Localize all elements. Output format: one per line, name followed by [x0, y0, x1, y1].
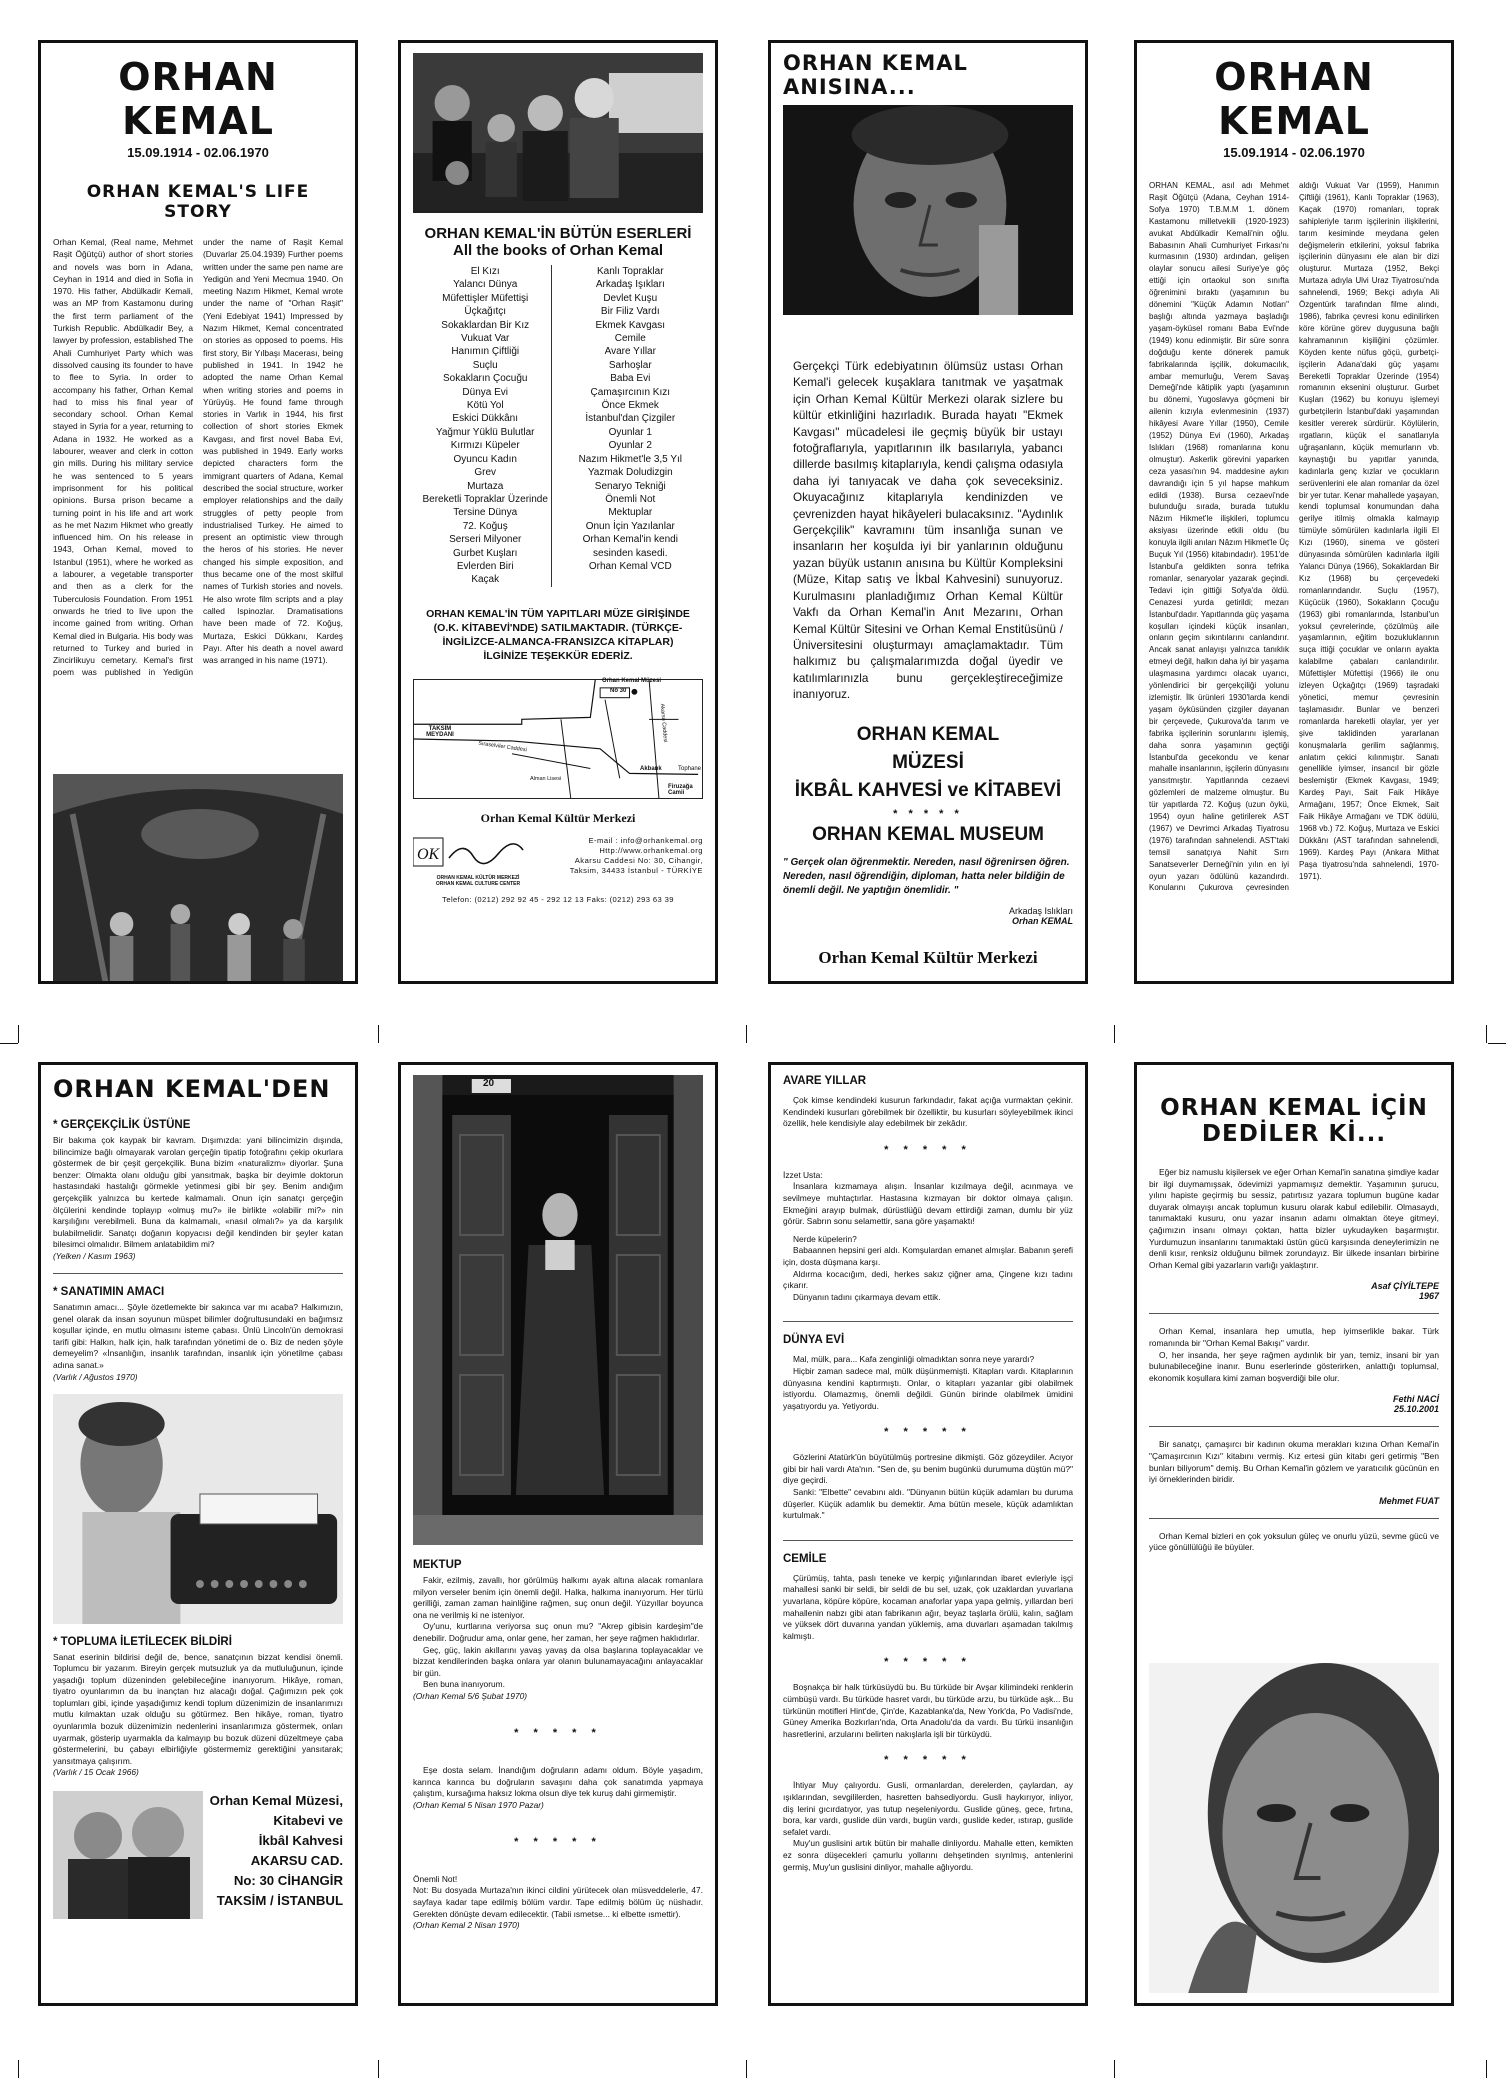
panel-letter	[398, 1062, 718, 2006]
closeup-portrait-photo	[1149, 1663, 1439, 1993]
page-title: ORHAN KEMAL	[118, 55, 278, 143]
books-heading-tr: ORHAN KEMAL'İN BÜTÜN ESERLERİ	[424, 225, 692, 242]
museum-title-3: İKBÂL KAHVESİ ve KİTABEVİ	[794, 779, 1062, 801]
crop-mark	[378, 2060, 379, 2078]
map-label-no: No 30	[610, 687, 627, 694]
section-heading: MEKTUP	[413, 1559, 462, 1571]
book-title: Tersine Dünya	[453, 507, 518, 519]
book-title: Önemli Not	[605, 493, 656, 505]
book-title: Yalancı Dünya	[453, 279, 518, 291]
divider	[1149, 1518, 1439, 1519]
section-text: Bir bakıma çok kaypak bir kavram. Dışımızda: yani bilincimizin dışında, bilincimize bağlı olmayarak varolan gerçeğin tipatip fotoğrafını çekip okurlara göstermek de bir çeşit gerçekçilik. Buna bizim «naturalizm» diyorlar. Şuna benzer: Olmakta olanı olduğu gibi yansıtmak, başka bir deyimle doktorun hastasındaki hastalığı görmekle yetinmesi gibi bir şey. Benim andığım gerçekçilik yalnızca bu kertede kalmamalı. Onun için sanatçı gerçeğin ölçülerini kendinde toplayıp «olmuş mu?» ile birlikte «olabilir mi?» nin karşılığını verebilmeli. Buna da kalmamalı, «nasıl olmalı?» ya da karşılık bulabilmelidir. Sanatçı doğanın kopyacısı değil kendinden bir şeyler katan bilesimci olmalıdır. Bilmem anlatabildim mi?	[53, 1135, 343, 1250]
museum-title-en: ORHAN KEMAL MUSEUM	[812, 823, 1044, 845]
divider	[53, 1273, 343, 1274]
location-map	[413, 679, 703, 799]
quote-author: Asaf ÇİYİLTEPE	[1371, 1281, 1439, 1292]
market-photo	[53, 774, 343, 984]
stars-divider: * * * * *	[884, 1754, 972, 1767]
excerpt-text: Sanki: "Elbette" cevabını aldı. "Dünyanın bütün küçük adamları bu duruma düşerler. Küçük adamlık bu demektir. Ama bütün mesele, küçük adamlıktan kurtulmak."	[783, 1487, 1073, 1521]
map-label-firuzaga: Firuzağa Camii	[668, 783, 693, 796]
book-title: Gurbet Kuşları	[452, 547, 518, 559]
section-text: Sanatımın amacı... Şöyle özetlemekte bir sakınca var mı acaba? Halkımızın, genel olarak da insan soyunun müspet bilimler doğrultusundaki en bağımsız koşullar içinde, en mutlu olmasını isteme çabası. Ünlü Lincoln'ün demokrasi tarifi gibi: Halkın, halk için, halk tarafından yönetimi de o. Biz de neden şöyle demeyelim? «İnsanlığın, insanlık tarafından, insanlık için yönetilme çabası adına sanat.»	[53, 1301, 343, 1370]
museum-address-line: TAKSİM / İSTANBUL	[216, 1893, 343, 1909]
two-men-photo	[53, 1791, 203, 1919]
quote-source: Arkadaş Islıkları	[1008, 905, 1073, 916]
excerpt-text: Muy'un guslisini artık bütün bir mahalle dinliyordu. Mahalle etten, kemikten ez sonra düşecekleri çamurlu yollarını dehşetinden sıyrılmış, antenlerini germiş, Muy'un guslisini dinliyor, mahalle ağlıyordu.	[783, 1838, 1073, 1872]
contact-block	[413, 836, 703, 887]
section-heading: * SANATIMIN AMACI	[53, 1285, 165, 1298]
museum-address-line: Kitabevi ve	[273, 1813, 343, 1829]
excerpt-text: Mal, mülk, para... Kafa zenginliği olmadıktan sonra neye yarardı?	[793, 1354, 1035, 1365]
crop-mark	[1486, 1025, 1487, 1043]
excerpt-text: Gözlerini Atatürk'ün büyütülmüş portresine dikmişti. Göz gözeydiler. Acıyor gibi bir hali vardı Ata'nın. "Sen de, şu benim bugünkü durumuma düştün mü?" diye geçirdi.	[783, 1452, 1073, 1486]
logo-subtitle-en: ORHAN KEMAL CULTURE CENTER	[435, 880, 521, 887]
quote-author: Mehmet FUAT	[1379, 1495, 1439, 1506]
book-title: Nazım Hikmet'le 3,5 Yıl	[578, 453, 682, 465]
book-title: Kaçak	[471, 574, 500, 586]
book-title: Cemile	[614, 333, 646, 345]
map-label-school: Alman Lisesi	[530, 775, 562, 782]
svg-text:OK: OK	[417, 845, 440, 863]
life-story-text: Orhan Kemal, (Real name, Mehmet Raşit Öğütçü) author of short stories and novels was born in Adana, Ceyhan in 1914 and died in Sofia in 1970. His father, Abdülkadir Kemali, was an MP from Kastamonu during the first term parliament of the Turkish Republic. Abdülkadir Bey, a lawyer by profession, established The Ahali Cumhuriyet Party which was dissolved causing its founder to have to flee to Syria. In order to accompany his father, Orhan Kemal had to miss his final year of secondary school. Orhan Kemal stayed in Syria for a year, returning to Adana in 1932. He worked as a labourer, weaver and clerk in cotton gin mills. During his military service he was sentenced to 5 years imprisonment for his political opinions. Bursa prison became a turning point in his life and art work as he met Nazım Hikmet who greatly influenced him. On his release in 1943, Orhan Kemal, moved to Istanbul (1951), where he worked as a labourer, a vegetable transporter and then as a clerk for the Tuberculosis Foundation. From 1951 onwards he tried to live upon the income gained from writing. Orhan Kemal died in Bulgaria. His body was returned to Turkey and buried in Zincirlikuyu cemetary. Kemal's first poem was published in Yedigün under the name of Raşit Kemal (Duvarlar 25.04.1939) Further poems written under the same pen name are Yedigün and Yeni Mecmua 1940. On meeting Nazım Hikmet, Kemal wrote under the name of "Orhan Raşit" (Yeni Edebiyat 1941) Impressed by Nazım Hikmet, Kemal concentrated on stories as opposed to poems. His first story, Bir Yılbaşı Macerası, being published in 1941. In 1942 he adopted the name Orhan Kemal when writing stories and poems in Yürüyüş. He found fame through stories in Varlık in 1944, his first collection of short stories Ekmek Kavgası, and first novel Baba Evi, was published in 1949. Early works depicted characters form the immigrant quarters of Adana, Kemal described the social structure, worker employer relationships and the daily struggles of petty people from industrialised Turkey. He aimed to present an optimistic view through the heros of his stories. He never changed his simple exposition, and thus became one of the most skilful names of Turkish stories and novels. He also wrote film scripts and a play called Ispinozlar. Dramatisations have been made of 72. Koğuş, Murtaza, Eskici Dükkanı, Kardeş Payı. After his death a novel award was arranged in his name (1971).	[53, 237, 343, 678]
book-title: Sarhoşlar	[608, 359, 652, 371]
book-title: Yağmur Yüklü Bulutlar	[435, 426, 535, 438]
citation: (Varlık / 15 Ocak 1966)	[53, 1767, 139, 1778]
book-title: Serseri Milyoner	[449, 534, 522, 546]
quote-year: 25.10.2001	[1393, 1404, 1439, 1415]
book-title: Suçlu	[472, 359, 498, 371]
center-logo	[413, 836, 543, 887]
phone-line: Telefon: (0212) 292 92 45 - 292 12 13 Faks: (0212) 293 63 39	[442, 894, 674, 904]
biography-text: ORHAN KEMAL, asıl adı Mehmet Raşit Öğütçü (Adana, Ceyhan 1914-Sofya 1970) T.B.M.M 1. dönem Kastamonu milletvekili (1920-1923) avukat Abdülkadir Kemali'nin oğlu. Babasının Ahali Cumhuriyet Fırkası'nı kurmasının (1930) ardından, gelişen olaylar sonucu ailesi Suriye'ye göç ettiği için ortaokul son sınıfta öğrenimini bıraktı (yaşamının bu dönemini "Küçük Adamın Notları" başlığı altında yazmaya başladığı yaşam-öyküsel romanı Baba Evi'nde (1949) konu edinmiştir. Bir süre sonra doğduğu kente dönerek pamuk fabrikalarında işçilik, dokumacılık, ambar memurluğu, Verem Savaş Derneği'nde kâtiplik yaptı (yaşamının bu dönemi, Yugoslavya göçmeni bir ailenin kızıyla evlenmesinin (1937) hikâyesi Avare Yıllar (1950), Cemile (1952) Dünya Evi (1960), Arkadaş Islıkları (1968) romanlarına konu olmuştur). Askerlik görevini yaparken ceza yasası'nın 94. maddesine aykırı davrandığı için 5 yıl hapse mahkum edildi (1938). Bursa cezaevi'nde bulunduğu sırada, burada tutuklu Nâzım Hikmet'le ilişkileri, toplumcu aksiyası üzerinde etkili oldu (bu konuyla ilgili anıları Nâzım Hikmet'le Üç Buçuk Yıl (1956) kitabındadır). 1951'de İstanbul'a geldikten sonra tefrika romanlar, senaryolar yazarak geçindi. Tedavi için gittiği Sofya'da öldü. Cenazesi yurda getirildi; mezarı İstanbul'dadır. Yapıtlarında güç yaşama koşulları içindeki küçük insanları, onların geçim sıkıntılarını canlandırır. Ancak sanat anlayışı yalnızca tanıklık etmeyi değil, halkın daha iyi bir yaşama ulaşmasına yardımcı olacak uyarıcı, yönlendirici bir gerçekçiliği yolunu izlemiştir. İlk ürünleri 1930'larda kendi yaşam öyküsünden çizgiler dayanan bir çerçevede, Çukurova'da tarım ve fabrika işçilerinin sorunlarını işlemiş, daha sonra yaşamının geçtiği İstanbul'da gecekondu ve kenar mahalle insanlarının, işçilerin dünyasını yansıtmıştır. Yapıtlarında cezaevi gözlemleri de malzeme olmuştur. Bu tür yapıtlarda 72. Koğuş (uzun öykü, 1954) oyun haline getirilerek AST (1967) ve Devrimci Arkadaş Tiyatrosu (1976) tarafından sahnelendi. AST'taki temsil sanatçıya Nahit Sırrı Sanatseverler Derneği'nin yılın en iyi oyun yazarı ödülünü kazandırdı. Konularını Çukurova çevresinden aldığı Vukuat Var (1959), Hanımın Çiftliği (1961), Kanlı Topraklar (1963), Kaçak (1970) romanları, toprak sahipleriyle tarım işçilerinin ilişkilerini, tarım kesiminde meydana gelen değişmelerin etkilerini, yoksul fabrika işçilerinin dünyasını ele alan bir dizi oluşturur. Murtaza (1952, Bekçi Murtaza adıyla Ulvi Uraz Tiyatrosu'nda sahnelendi, 1969; Bekçi adıyla Ali Özgentürk tarafından filme alındı, 1986), fabrika çevresi konu edinilirken köre körüne görev duygusuna bağlı kahramanının kişiliğini çözümler. Köyden kente nüfus göçü, gurbetçi-işçilerin Adana'daki güç yaşamı Bereketli Topraklar Üzerinde (1954) romanının eksenini oluşturur. Gurbet Kuşları (1962) bu konuyu işlemeyi gurbetçilerin İstanbul'daki yaşamından kesitler vererek sürdürür. Köylülerin, ırgatların, küçük el sanatlarıyla uğraşanların, küçük memurların vb. kaynaştığı bu yapıtlar yanında, kadınlarla genç kızlar ve çocukların serüvenlerini ele alan romanlar da özel bir yer tutar. Kenar mahallede yaşayan, kendi toplumsal konumundan daha gerilye itilmiş olmakla kalmayıp tümüyle sömürülen kadınlarla ilgili El Kızı (1960), sinema ve gösteri dünyasında sömürülen kadınlarla ilgili Yalancı Dünya (1966), Sokaklardan Bir Kız (1968) bu çerçevedeki romanlarındandır. Suçlu (1957), Küçücük (1960), Sokakların Çocuğu (1963) gibi romanlarında, İstanbul'un yoksul çevrelerinde, çözülmüş aile yaşamlarının, eğitim bozukluklarının suça ittiği çocuklar ve onların ayakta kalabilme çabaları canlandırılır. Müfettişler Müfettişi (1966) ile onu izleyen Üçkağıtçı (1969) taşradaki yönetici, memur çevresinin taşlamasıdır. Bunlar ve benzeri romanlarda hareketli olaylar, yer yer şive taklidinden yararlanan konuşmalarla gerilim sağlanmış, anlatım çekici kılınmıştır. Sanatı genellikle iyimser, insancıl bir gözle beslemiştir (Ekmek Kavgası, 1949; Kardeş Payı, Sait Faik Hikâye Armağanı, 1957; Önce Ekmek, Sait Faik Hikâye Armağanı ve TDK ödülü, 1968 vb.) 72. Koğuş, Murtaza ve Eskici Dükkânı (AST tarafından sahnelendi, 1969). Kardeş Payı (Ankara Mithat Paşa tiyatrosu'nda sahnelendi, 1970-1971).	[1149, 181, 1439, 893]
map-label-street2: Akarsu Caddesi	[658, 703, 669, 743]
quote-text: Orhan Kemal, insanlara hep umutla, hep iyimserlikle bakar. Türk romanında bir "Orhan Kemal Bakışı" vardır.	[1149, 1326, 1439, 1348]
excerpt-text: Çürümüş, tahta, paslı teneke ve kerpiç yığınlarından ibaret evleriyle işçi mahallesi sanki bir seldi, bir seldi de bu sel, uzak, çok uzaklardan yuvarlana yuvarlana, köpüre köpüre, kocaman anaforlar yapa yapa gelmiş, yıllardan beri mahallenin nabzı gibi atan fabrikanın ağır, beyaz taşlarla örülü, kalın, sağlam ve yüksek dört duvarına yandan yüklemiş, ama duvarları aşamadan takılmış kalmıştı.	[783, 1572, 1073, 1641]
excerpt-text: İnsanlara kızmamaya alışın. İnsanlar kızılmaya değil, acınmaya ve sevilmeye muhtaçtırlar. Hastasına kızmayan bir doktor olmaya çalışın. Ekmeğini arayıp bulmak, dürüstlüğü devam ettirdiği zaman, dumlu bir yüz görür. Sabrın sonu selamettir, sana göre yaşamaktı!	[783, 1181, 1073, 1227]
letter-text: Oy'unu, kurtlarına veriyorsa suç onun mu? "Akrep gibisin kardeşim"de denebilir. Doğrudur ama, onlar gene, her zaman, her şeye rağmen haklıdırlar.	[413, 1621, 703, 1643]
section-heading: AVARE YILLAR	[783, 1075, 867, 1087]
excerpt-text: Babaannen hepsini geri aldı. Komşulardan emanet almışlar. Babanın şerefi için, dosta düşmana karşı.	[783, 1245, 1073, 1267]
citation: (Orhan Kemal 5 Nisan 1970 Pazar)	[413, 1799, 544, 1810]
citation: (Yelken / Kasım 1963)	[53, 1250, 136, 1261]
book-title: Hanımın Çiftliği	[451, 346, 520, 358]
book-title: İstanbul'dan Çizgiler	[585, 413, 676, 425]
section-title: ORHAN KEMAL'S LIFE STORY	[86, 182, 310, 222]
excerpt-text: Çok kimse kendindeki kusurun farkındadır, fakat açığa vurmaktan çekinir. Kendindeki kusurları görebilmek bir özelliktir, bu kusurları söyleyebilmek ikinci özellik, hele kendisiyle alay edebilmek bir zekâdır.	[783, 1095, 1073, 1129]
quote-text: O, her insanda, her şeye rağmen aydınlık bir yan, temiz, insani bir yan bulunabileceğine inanır. Bunu eserlerinde gösterirken, anlattığı toplumsal, ekonomik koşullara kimi zaman boşverdiği bile olur.	[1149, 1349, 1439, 1383]
museum-title-2: MÜZESİ	[892, 751, 964, 773]
book-title: Üçkağıtçı	[464, 306, 507, 318]
crop-mark	[746, 2060, 747, 2078]
panel-excerpts	[768, 1062, 1088, 2006]
stars-divider: * * * * *	[884, 1143, 972, 1156]
map-label-tophane: Tophane	[678, 765, 702, 772]
crop-mark	[0, 1043, 18, 1044]
museum-address-line: No: 30 CİHANGİR	[233, 1873, 343, 1889]
letter-text: Ben buna inanıyorum.	[423, 1679, 505, 1690]
quote-author: Fethi NACİ	[1393, 1394, 1439, 1405]
museum-address	[203, 1791, 343, 1919]
book-title: Bir Filiz Vardı	[600, 306, 660, 318]
section-heading: DÜNYA EVİ	[783, 1334, 845, 1347]
note-text: Not: Bu dosyada Murtaza'nın ikinci cildini yürütecek olan müsveddelerle, 47. sayfaya kadar tape edilmiş bölüm vardır. Tape edilmiş bölüm üç nüshadır. Gerekten dönüşte devam edilecektir. (Tabii ısmetse... ki elbette ısmettir).	[413, 1885, 703, 1919]
books-list	[413, 265, 703, 587]
portrait-photo	[783, 105, 1073, 315]
book-title: Önce Ekmek	[601, 400, 659, 412]
excerpt-text: Aldırma kocacığım, dedi, herkes sakız çiğner ama, Çingene kızı tadını çıkarır.	[783, 1268, 1073, 1291]
book-title: Grev	[474, 467, 497, 479]
stars-divider: * * * * *	[884, 1656, 972, 1669]
book-title: Oyunlar 2	[608, 440, 652, 452]
map-label-museum: Orhan Kemal Müzesi	[602, 677, 662, 684]
book-title: Oyunlar 1	[608, 426, 652, 438]
quote: " Gerçek olan öğrenmektir. Nereden, nasıl öğrenirsen öğren. Nereden, nasıl öğrendiğin, diploman, hatta neler bildiğin de önemli değil. Ne yaptığın önemlidir. "	[783, 856, 1070, 896]
letter-text: Fakir, ezilmiş, zavallı, hor görülmüş halkımı ayak altına alacak romanlara milyon verseler benim için önemli değil. Halka, halkıma inanıyorum. Her türlü gerilliği, zaman zaman hainliğine rağmen, suç onun değil. Yüzyıllar boyunca ona ne verilmiş ki ne isteniyor.	[413, 1575, 703, 1620]
citation: (Orhan Kemal 5/6 Şubat 1970)	[413, 1690, 528, 1701]
book-title: Senaryo Tekniği	[594, 480, 666, 492]
book-title: Orhan Kemal VCD	[588, 560, 672, 572]
lifespan-dates: 15.09.1914 - 02.06.1970	[127, 145, 269, 160]
doorway-photo	[413, 1075, 703, 1545]
stars-divider: * * * * *	[514, 1726, 602, 1739]
book-title: Devlet Kuşu	[603, 292, 658, 304]
panel-they-said	[1134, 1062, 1454, 2006]
quote-author: Orhan KEMAL	[1011, 915, 1073, 926]
section-heading: * GERÇEKÇİLİK ÜSTÜNE	[53, 1119, 191, 1131]
book-title: Sokakların Çocuğu	[442, 373, 528, 385]
museum-address-line: AKARSU CAD.	[250, 1853, 343, 1869]
book-title: sesinden kasedi.	[593, 547, 668, 559]
logo-subtitle: ORHAN KEMAL KÜLTÜR MERKEZİ	[436, 874, 520, 881]
crop-mark	[18, 1025, 19, 1043]
book-title: Ekmek Kavgası	[595, 319, 666, 331]
divider	[1149, 1426, 1439, 1427]
map-label-street: Sıraselviler Caddesi	[477, 740, 528, 754]
book-title: Dünya Evi	[462, 386, 508, 398]
excerpt-text: Dünyanın tadını çıkarmaya devam ettik.	[793, 1291, 941, 1302]
quote-text: Orhan Kemal bizleri en çok yoksulun güleç ve onurlu yüzü, sevme gücü ve yüce gönüllülüğü ile büyüler.	[1149, 1530, 1439, 1553]
divider	[783, 1540, 1073, 1541]
crop-mark	[746, 1025, 747, 1043]
letter-text: Eşe dosta selam. İnandığım doğruların adamı oldum. Böyle yaşadım, karınca karınca bu doğruların savaşını daha çok sanatımda yapmaya çalıştım, kursağıma haksız lokma olsun diye tek kuruş dahi girmemiştir.	[413, 1764, 703, 1799]
excerpt-text: Hiçbir zaman sadece mal, mülk düşünmemişti. Kitapları vardı. Kitaplarının dünyasına kendini kaptırmıştı. Onlar, o kitapları yazanlar gibi olabilmek istiyordu. Olamazmış, önemli değildi. Günün birinde olabilmek ümidini yaşatıyordu ya. Yetiyordu.	[783, 1365, 1073, 1411]
typewriter-photo	[53, 1394, 343, 1624]
stars-divider: * * * * *	[884, 1426, 972, 1439]
book-title: Baba Evi	[610, 373, 651, 385]
crop-mark	[1114, 2060, 1115, 2078]
books-list-right	[564, 265, 697, 587]
book-title: 72. Koğuş	[462, 520, 508, 532]
book-title: Vukuat Var	[461, 333, 510, 345]
book-title: Çamaşırcının Kızı	[590, 386, 671, 398]
quote-year: 1967	[1418, 1291, 1439, 1302]
book-title: Orhan Kemal'in kendi	[582, 534, 678, 546]
book-title: Oyuncu Kadın	[453, 453, 517, 465]
crop-mark	[1114, 1025, 1115, 1043]
citation: (Varlık / Ağustos 1970)	[53, 1371, 138, 1382]
excerpt-text: İzzet Usta:	[783, 1169, 823, 1180]
panel-all-books	[398, 40, 718, 984]
book-title: Evlerden Biri	[456, 560, 514, 572]
letter-text: Geç, güç, lakin akıllarını yavaş yavaş da olsa başlarına toplayacaklar ve bizzat kendilerinden başka onlara yar olanın bulunamayacağını anlayacaklar bir gün.	[413, 1644, 703, 1678]
map-label-square: TAKSİM MEYDANI	[426, 725, 454, 738]
book-title: Müfettişler Müfettişi	[442, 292, 529, 304]
book-title: Mektuplar	[608, 507, 653, 519]
page-title: ORHAN KEMAL İÇİN	[1160, 1095, 1428, 1121]
door-number: 20	[483, 1078, 495, 1089]
address: Akarsu Caddesi No: 30, Cihangir,	[574, 855, 703, 865]
quote-text: Eğer biz namuslu kişilersek ve eğer Orhan Kemal'in sanatına şimdiye kadar bir ilgi duymamışsak, ödevimizi yapmamışız demektir. Yaşamının şurucu, yılını hapiste geçirmiş bu sessiz, patırtısız yazara toplumun bugüne kadar duyarak olmayışı ancak toplumun kusuru olarak kabul edilebilir. Olmasaydı, tanımaktaki kusuru, onu yazar insanın adamı olmaktan öteye gitmeyi, çağımızın insanı olmayı çoktan, hatta bizler uykudayken başarmıştır. Yurdumuzun insanlarını tanımaktaki üstün gücü karşısında deneylerimizin ne denli kısır, renksiz olduğunu bilmek zorundayız. Bir ülkede insanları birbirine Orhan Kemal gibi yazarların varlığı yaklaştırır.	[1149, 1167, 1439, 1270]
excerpt-text: Boşnakça bir halk türküsüydü bu. Bu türküde bir Avşar kilimindeki renklerin cümbüşü vardı. Bu türküde hasret vardı, bu türküde arzu, bu türküde aşk... Bu türkünün motifleri Hint'de, Çin'de, Kazablanka'da, New York'da, Po Vadisi'nde, Güney Amerika Bozkırları'nda, Orta Anadolu'da da vardı. Bu türkü insanlığın hasretlerini, arzularını belirten nakışlarla işli bir türküydü.	[783, 1682, 1073, 1739]
panel-from-orhan-kemal	[38, 1062, 358, 2006]
sale-note: ORHAN KEMAL'İN TÜM YAPITLARI MÜZE GİRİŞİNDE (O.K. KİTABEVİ'NDE) SATILMAKTADIR. (TÜRKÇE-İNGİLİZCE-ALMANCA-FRANSIZCA KİTAPLAR) İLGİNİZE TEŞEKKÜR EDERİZ.	[426, 607, 690, 662]
book-title: El Kızı	[470, 266, 500, 277]
museum-title: ORHAN KEMAL	[856, 723, 1000, 745]
panel-biography-tr	[1134, 40, 1454, 984]
family-photo	[413, 53, 703, 213]
book-title: Murtaza	[467, 480, 504, 492]
books-list-left	[419, 265, 552, 587]
book-title: Eskici Dükkânı	[452, 413, 518, 425]
museum-box	[53, 1791, 343, 1919]
excerpt-text: Nerde küpelerin?	[793, 1233, 857, 1244]
website[interactable]: Http://www.orhankemal.org	[599, 845, 703, 855]
quote-text: Bir sanatçı, çamaşırcı bir kadının okuma merakları kızına Orhan Kemal'in "Çamaşırcının Kızı" kitabını vermiş. Kız ertesi gün kitabı geri getirmiş "Ben bunları biliyorum" demiş. Bu Orhan Kemal'in gözlem ve yaratıcılık gücünün en iyi örneklerinden biridir.	[1149, 1439, 1439, 1485]
stars-divider: * * * * *	[514, 1835, 602, 1848]
panel-memorial	[768, 40, 1088, 984]
page-title: ORHAN KEMAL ANISINA...	[783, 51, 968, 99]
culture-center-name: Orhan Kemal Kültür Merkezi	[818, 947, 1038, 967]
book-title: Avare Yıllar	[604, 346, 656, 358]
citation: (Orhan Kemal 2 Nisan 1970)	[413, 1920, 520, 1931]
note-title: Önemli Not!	[413, 1873, 458, 1884]
email[interactable]: E-mail : info@orhankemal.org	[588, 835, 703, 845]
books-heading-en: All the books of Orhan Kemal	[452, 242, 664, 259]
lifespan-dates: 15.09.1914 - 02.06.1970	[1223, 145, 1365, 160]
map-label-akbank: Akbank	[640, 765, 662, 772]
book-title: Arkadaş Işıkları	[595, 279, 665, 291]
culture-center-name: Orhan Kemal Kültür Merkezi	[480, 810, 636, 825]
book-title: Bereketli Topraklar Üzerinde	[422, 493, 548, 505]
section-heading: * TOPLUMA İLETİLECEK BİLDİRİ	[53, 1635, 232, 1648]
divider	[783, 1321, 1073, 1322]
memorial-text: Gerçekçi Türk edebiyatının ölümsüz ustası Orhan Kemal'i gelecek kuşaklara tanıtmak ve yaşatmak için Orhan Kemal Kültür Merkezi olarak sizlere bu kültür etkinliğini hazırladık. Burada hayatı "Ekmek Kavgası" mücadelesi ile geçmiş büyük bir ustayı fotoğraflarıyla, yapıtlarının ilk basılarıyla, yabancı dillerde basılmış kitaplarıyla, kendi çalışma odasıyla daha iyi tanıyacak ve daha çok seveceksiniz. Okuyacağınız kitaplarıyla kendinizden ve çevrenizden hayat hikâyeleri bulacaksınız. "Aydınlık Gerçekçilik" kavramını tüm insanlığa sunan ve insanların her koşulda iyi bir yanlarının olduğunu yazan büyük ustanın anısına bu Kültür Kompleksini (Müze, Kitap satış ve İkbal Kahvesini) sunuyoruz. Kurulmasını planladığımız Orhan Kemal Kültür Vakfı da Orhan Kemal'in Anıt Mezarını, Orhan Kemal Kültür Sitesini ve Orhan Kemal Enstitüsünü / Üniversitesini oluşturmayı amaçlamaktadır. Tüm halkımız bu çalışmalarımızda doğal üyedir ve katılımlarınızla bunu gerçekleştireceğimize inanıyoruz.	[793, 360, 1063, 702]
section-heading: CEMİLE	[783, 1552, 827, 1565]
crop-mark	[18, 2060, 19, 2078]
book-title: Kötü Yol	[466, 400, 504, 412]
panel-life-story	[38, 40, 358, 984]
crop-mark	[378, 1025, 379, 1043]
crop-mark	[1486, 2060, 1487, 2078]
crop-mark	[1488, 1043, 1506, 1044]
page-title-2: DEDİLER Kİ...	[1201, 1121, 1387, 1147]
museum-address-line: Orhan Kemal Müzesi,	[209, 1793, 343, 1809]
book-title: Kırmızı Küpeler	[450, 440, 520, 452]
page-title: ORHAN KEMAL	[1214, 55, 1374, 143]
book-title: Yazmak Doludizgin	[587, 467, 673, 479]
address-city: Taksim, 34433 İstanbul - TÜRKİYE	[569, 865, 703, 875]
excerpt-text: İhtiyar Muy çalıyordu. Gusli, ormanlardan, derelerden, çaylardan, ay ışıklarından, sevgililerden, hasretten bahsediyordu. Gusli haykırıyor, inliyor, diş lerini gıcırdatıyor, yas tutup neşeleniyordu. Guslide güneş, gece, fırtına, bora, kar vardı, guslide dün vardı, bugün vardı, guslide keder, ıstırap, guslide sefalet vardı.	[783, 1780, 1073, 1837]
book-title: Sokaklardan Bir Kız	[441, 319, 530, 331]
book-title: Onun İçin Yazılanlar	[585, 520, 675, 532]
museum-address-line: İkbâl Kahvesi	[258, 1833, 343, 1849]
divider	[1149, 1313, 1439, 1314]
section-text: Sanat eserinin bildirisi değil de, bence, sanatçının bizzat kendisi önemli. Toplumcu bir yazarım. Bireyin gerçek mutsuzluk ya da mutluluğunun, içinde yaşadığı toplum düzeninden gelebileceğine inanıyorum. Hikâye, roman, tiyatro oyunlarımın da bu inançtan hız alacağı doğal. Çağımızın pek çok toplumları gibi, içinde yaşadığımız kendi toplum düzenimizin de insanlarımızı mutlu kılmaktan uzak olduğu su götürmez. Ben hikâye, roman, tiyatro oyunlarımla bozuk düzenimizin nedenlerini insanlarımıza göstermek, onları uyarmak, gösterip uyarmakla da kalmayıp bu bozuk düzeni düzeltmeye çaba göstermelerini, bu çabayı elbirliğiyle göstermemiz gerektiğini yansıtarak; yansıtmaya çalışırım.	[53, 1651, 343, 1766]
page-title: ORHAN KEMAL'DEN	[53, 1075, 331, 1103]
stars-divider: * * * * *	[893, 807, 963, 820]
book-title: Kanlı Topraklar	[597, 266, 664, 277]
